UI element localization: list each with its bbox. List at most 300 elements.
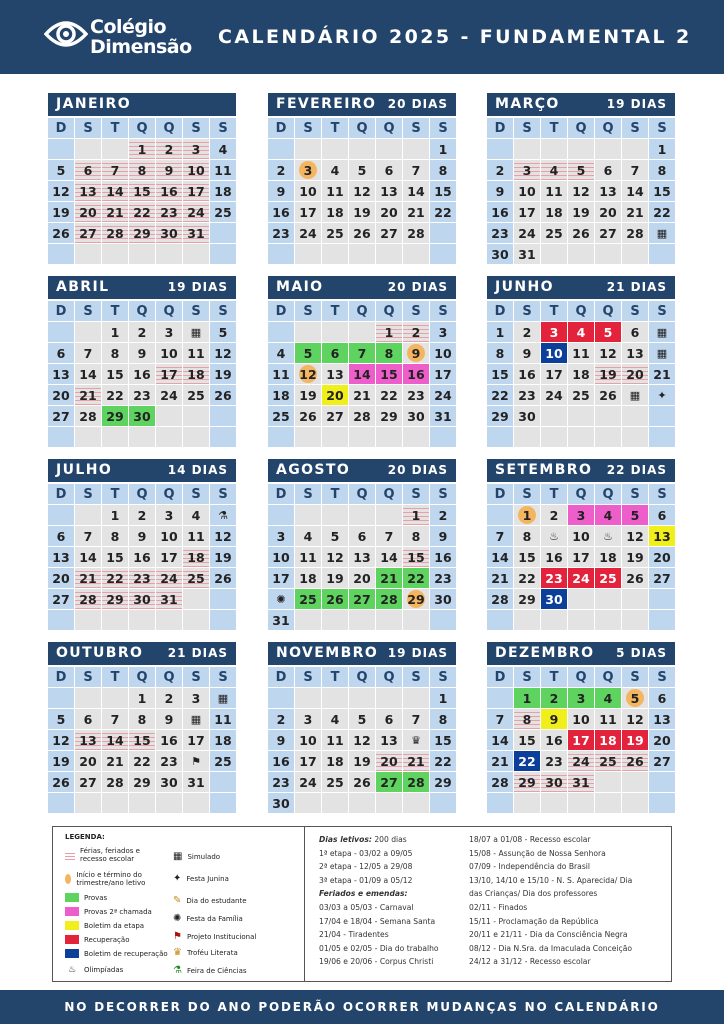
day-cell: 26 xyxy=(568,223,594,243)
empty-cell xyxy=(622,427,648,447)
month-header xyxy=(487,459,675,482)
trofeu-literata-icon: ♛ xyxy=(403,730,429,750)
day-cell: 8 xyxy=(102,526,128,546)
weekday-header: T xyxy=(322,484,348,504)
info-line: 07/09 - Independência do Brasil xyxy=(469,862,590,872)
day-cell: 26 xyxy=(210,568,236,588)
olimpiadas-icon: ♨ xyxy=(67,965,77,975)
legend-item-inicio xyxy=(65,871,163,887)
day-cell: 13 xyxy=(322,364,348,384)
day-cell: 22 xyxy=(129,751,155,771)
weekday-header: Q xyxy=(349,484,375,504)
day-cell: 1 xyxy=(102,505,128,525)
weekday-header: S xyxy=(430,484,456,504)
weekday-header: S xyxy=(210,484,236,504)
day-cell: 10 xyxy=(295,181,321,201)
weekday-header: S xyxy=(430,301,456,321)
day-cell: 1 xyxy=(430,688,456,708)
empty-cell xyxy=(568,139,594,159)
legend-item-simulado xyxy=(173,851,220,862)
day-number: 9 xyxy=(407,344,425,362)
empty-cell xyxy=(403,610,429,630)
month-school-days: 5 DIAS xyxy=(616,646,667,660)
simulado-icon: ▦ xyxy=(649,223,675,243)
day-cell: 21 xyxy=(649,364,675,384)
day-cell: 20 xyxy=(322,385,348,405)
day-cell: 31 xyxy=(268,610,294,630)
legend-item-olimpiadas xyxy=(65,965,123,975)
empty-cell xyxy=(75,244,101,264)
day-cell: 27 xyxy=(595,223,621,243)
day-cell: 9 xyxy=(268,181,294,201)
weekday-header: S xyxy=(514,118,540,138)
day-cell: 28 xyxy=(487,772,513,792)
empty-cell xyxy=(156,244,182,264)
day-cell: 20 xyxy=(622,364,648,384)
day-cell: 1 xyxy=(129,688,155,708)
day-cell: 30 xyxy=(487,244,513,264)
empty-cell xyxy=(183,589,209,609)
day-cell: 29 xyxy=(102,406,128,426)
empty-cell xyxy=(622,610,648,630)
day-cell: 20 xyxy=(376,202,402,222)
day-cell: 3 xyxy=(430,322,456,342)
info-line: 2ª etapa - 12/05 a 29/08 xyxy=(319,862,413,872)
empty-cell xyxy=(568,427,594,447)
empty-cell xyxy=(376,505,402,525)
day-cell: 27 xyxy=(48,589,74,609)
month-outubro xyxy=(48,642,236,805)
empty-cell xyxy=(649,610,675,630)
month-header xyxy=(48,459,236,482)
empty-cell xyxy=(295,688,321,708)
empty-cell xyxy=(430,427,456,447)
day-cell: 16 xyxy=(487,202,513,222)
day-cell: 5 xyxy=(595,322,621,342)
empty-cell xyxy=(268,244,294,264)
weekday-header: Q xyxy=(376,301,402,321)
day-cell: 8 xyxy=(129,160,155,180)
day-cell: 29 xyxy=(129,772,155,792)
day-cell: 22 xyxy=(430,751,456,771)
day-cell: 14 xyxy=(376,547,402,567)
weekday-header: D xyxy=(48,484,74,504)
day-cell: 14 xyxy=(75,364,101,384)
day-cell: 15 xyxy=(129,730,155,750)
day-cell: 18 xyxy=(210,181,236,201)
day-cell: 26 xyxy=(48,223,74,243)
day-cell: 9 xyxy=(430,526,456,546)
month-janeiro xyxy=(48,93,236,256)
empty-cell xyxy=(403,688,429,708)
day-cell: 12 xyxy=(622,526,648,546)
day-cell: 14 xyxy=(349,364,375,384)
day-cell: 4 xyxy=(541,160,567,180)
day-cell: 17 xyxy=(156,547,182,567)
empty-cell xyxy=(48,505,74,525)
empty-cell xyxy=(322,244,348,264)
month-school-days: 20 DIAS xyxy=(387,97,448,111)
day-cell: 6 xyxy=(48,526,74,546)
legend-label: Olimpíadas xyxy=(84,966,124,974)
day-cell: 23 xyxy=(129,568,155,588)
month-abril xyxy=(48,276,236,439)
projeto-institucional-icon: ⚑ xyxy=(183,751,209,771)
month-school-days: 22 DIAS xyxy=(606,463,667,477)
weekday-header: S xyxy=(210,667,236,687)
day-cell: 20 xyxy=(75,202,101,222)
empty-cell xyxy=(349,793,375,813)
day-cell: 8 xyxy=(649,160,675,180)
day-cell: 13 xyxy=(622,343,648,363)
weekday-header: D xyxy=(268,667,294,687)
empty-cell xyxy=(514,427,540,447)
recbol-swatch xyxy=(65,949,79,958)
empty-cell xyxy=(322,610,348,630)
empty-cell xyxy=(403,793,429,813)
day-cell: 6 xyxy=(376,709,402,729)
empty-cell xyxy=(595,139,621,159)
empty-cell xyxy=(430,244,456,264)
empty-cell xyxy=(487,427,513,447)
weekday-header: Q xyxy=(376,484,402,504)
day-cell: 9 xyxy=(129,526,155,546)
empty-cell xyxy=(349,505,375,525)
day-cell: 31 xyxy=(430,406,456,426)
day-cell: 3 xyxy=(183,688,209,708)
day-cell: 3 xyxy=(568,505,594,525)
day-cell: 2 xyxy=(129,322,155,342)
day-cell: 30 xyxy=(129,406,155,426)
day-cell: 30 xyxy=(129,589,155,609)
weekday-header: S xyxy=(183,484,209,504)
day-cell: 11 xyxy=(322,730,348,750)
info-line: 02/11 - Finados xyxy=(469,903,528,912)
empty-cell xyxy=(129,610,155,630)
empty-cell xyxy=(649,589,675,609)
weekday-header: S xyxy=(622,484,648,504)
empty-cell xyxy=(210,223,236,243)
month-julho xyxy=(48,459,236,622)
weekday-header: Q xyxy=(568,118,594,138)
month-school-days: 19 DIAS xyxy=(606,97,667,111)
day-cell: 25 xyxy=(568,385,594,405)
info-line: Dias letivos: 200 dias xyxy=(319,835,407,844)
empty-cell xyxy=(156,610,182,630)
day-cell: 16 xyxy=(268,202,294,222)
day-cell: 22 xyxy=(102,568,128,588)
day-cell: 20 xyxy=(649,547,675,567)
day-cell: 23 xyxy=(487,223,513,243)
info-line: 01/05 e 02/05 - Dia do trabalho xyxy=(319,943,439,953)
day-cell: 13 xyxy=(48,547,74,567)
empty-cell xyxy=(75,139,101,159)
empty-cell xyxy=(514,610,540,630)
day-cell: 18 xyxy=(183,547,209,567)
day-number: 5 xyxy=(626,689,644,707)
empty-cell xyxy=(430,793,456,813)
day-cell: 22 xyxy=(649,202,675,222)
empty-cell xyxy=(568,589,594,609)
day-cell: 20 xyxy=(48,568,74,588)
day-cell: 26 xyxy=(295,406,321,426)
day-cell: 30 xyxy=(514,406,540,426)
month-header xyxy=(268,642,456,665)
day-cell: 22 xyxy=(487,385,513,405)
day-cell: 17 xyxy=(541,364,567,384)
day-cell: 27 xyxy=(649,751,675,771)
info-line: 18/07 a 01/08 - Recesso escolar xyxy=(469,835,591,844)
weekday-header: D xyxy=(487,484,513,504)
day-cell: 7 xyxy=(102,160,128,180)
day-cell: 3 xyxy=(568,688,594,708)
empty-cell xyxy=(295,322,321,342)
empty-cell xyxy=(541,427,567,447)
day-cell: 10 xyxy=(568,526,594,546)
empty-cell xyxy=(75,688,101,708)
empty-cell xyxy=(649,406,675,426)
day-cell: 28 xyxy=(622,223,648,243)
weekday-header: Q xyxy=(376,118,402,138)
day-cell: 27 xyxy=(48,406,74,426)
day-cell: 4 xyxy=(568,322,594,342)
empty-cell xyxy=(595,406,621,426)
empty-cell xyxy=(595,772,621,792)
weekday-header: S xyxy=(622,118,648,138)
info-line: 24/12 a 31/12 - Recesso escolar xyxy=(469,957,591,967)
empty-cell xyxy=(349,427,375,447)
month-school-days: 19 DIAS xyxy=(167,280,228,294)
day-cell: 5 xyxy=(349,709,375,729)
info-panel xyxy=(311,831,671,979)
month-header xyxy=(48,93,236,116)
empty-cell xyxy=(349,688,375,708)
empty-cell xyxy=(129,427,155,447)
weekday-header: Q xyxy=(595,667,621,687)
day-cell: 17 xyxy=(156,364,182,384)
empty-cell xyxy=(75,505,101,525)
weekday-header: Q xyxy=(349,118,375,138)
empty-cell xyxy=(210,772,236,792)
logo xyxy=(44,12,224,62)
month-novembro xyxy=(268,642,456,811)
empty-cell xyxy=(430,223,456,243)
empty-cell xyxy=(48,427,74,447)
day-cell: 17 xyxy=(568,730,594,750)
weekday-header: S xyxy=(622,667,648,687)
month-school-days: 21 DIAS xyxy=(606,280,667,294)
info-line: das Crianças/ Dia dos professores xyxy=(469,889,598,899)
day-cell: 5 xyxy=(349,160,375,180)
month-name: OUTUBRO xyxy=(56,645,144,661)
day-cell: 19 xyxy=(622,547,648,567)
day-cell: 13 xyxy=(48,364,74,384)
recup-swatch xyxy=(65,935,79,944)
festa-junina-icon: ✦ xyxy=(649,385,675,405)
day-cell: 19 xyxy=(48,751,74,771)
weekday-header: S xyxy=(295,118,321,138)
empty-cell xyxy=(322,139,348,159)
day-cell: 12 xyxy=(595,343,621,363)
day-cell: 28 xyxy=(102,772,128,792)
day-cell: 11 xyxy=(541,181,567,201)
weekday-header: D xyxy=(268,484,294,504)
day-cell: 8 xyxy=(102,343,128,363)
weekday-header: Q xyxy=(129,667,155,687)
info-line: 17/04 e 18/04 - Semana Santa xyxy=(319,916,436,926)
month-name: MARÇO xyxy=(495,96,560,112)
day-cell: 1 xyxy=(430,139,456,159)
legend-label: Projeto Institucional xyxy=(186,932,257,941)
day-cell: 13 xyxy=(75,730,101,750)
day-cell: 18 xyxy=(295,568,321,588)
month-name: FEVEREIRO xyxy=(276,96,377,112)
feira-ciencias-icon: ⚗ xyxy=(210,505,236,525)
day-cell: 15 xyxy=(514,547,540,567)
header xyxy=(0,0,724,74)
empty-cell xyxy=(295,505,321,525)
month-maio xyxy=(268,276,456,439)
legend-item-festa-junina xyxy=(173,873,229,884)
day-cell: 7 xyxy=(487,526,513,546)
legend-item-festa-familia xyxy=(173,913,243,924)
day-cell: 10 xyxy=(430,343,456,363)
weekday-header: Q xyxy=(129,118,155,138)
day-cell: 4 xyxy=(268,343,294,363)
day-number: 29 xyxy=(407,591,425,607)
day-number: 1 xyxy=(518,506,536,524)
day-cell: 9 xyxy=(129,343,155,363)
legend-label: Provas 2ª chamada xyxy=(84,907,152,916)
day-cell: 20 xyxy=(75,751,101,771)
empty-cell xyxy=(102,793,128,813)
day-cell: 13 xyxy=(376,730,402,750)
day-cell: 30 xyxy=(156,223,182,243)
day-cell: 28 xyxy=(75,406,101,426)
day-cell: 2 xyxy=(487,160,513,180)
empty-cell xyxy=(349,610,375,630)
day-cell: 17 xyxy=(514,202,540,222)
day-cell: 24 xyxy=(295,223,321,243)
empty-cell xyxy=(541,610,567,630)
day-cell: 9 xyxy=(541,709,567,729)
footer-notice: NO DECORRER DO ANO PODERÃO OCORRER MUDANÇAS NO CALENDÁRIO xyxy=(0,990,724,1024)
day-cell: 22 xyxy=(514,751,540,771)
day-cell: 11 xyxy=(183,526,209,546)
empty-cell xyxy=(322,322,348,342)
weekday-header: S xyxy=(75,484,101,504)
empty-cell xyxy=(649,793,675,813)
empty-cell xyxy=(210,427,236,447)
day-cell: 9 xyxy=(487,181,513,201)
day-cell: 25 xyxy=(595,751,621,771)
day-cell: 11 xyxy=(210,709,236,729)
logo-line1: Colégio xyxy=(90,16,167,38)
day-cell: 3 xyxy=(156,322,182,342)
day-cell: 27 xyxy=(376,772,402,792)
month-name: AGOSTO xyxy=(276,462,351,478)
weekday-header: S xyxy=(649,118,675,138)
weekday-header: S xyxy=(403,667,429,687)
empty-cell xyxy=(541,139,567,159)
weekday-header: Q xyxy=(156,301,182,321)
day-cell: 2 xyxy=(403,322,429,342)
empty-cell xyxy=(376,610,402,630)
day-cell: 21 xyxy=(102,751,128,771)
day-cell: 4 xyxy=(595,505,621,525)
day-cell: 13 xyxy=(595,181,621,201)
day-cell: 14 xyxy=(487,730,513,750)
day-cell: 7 xyxy=(403,160,429,180)
eye-logo-icon xyxy=(44,16,88,52)
empty-cell xyxy=(268,688,294,708)
empty-cell xyxy=(102,139,128,159)
empty-cell xyxy=(568,610,594,630)
day-cell: 12 xyxy=(210,343,236,363)
empty-cell xyxy=(403,427,429,447)
empty-cell xyxy=(541,406,567,426)
info-line: 1ª etapa - 03/02 a 09/05 xyxy=(319,848,413,858)
day-cell xyxy=(295,364,321,384)
day-cell: 5 xyxy=(322,526,348,546)
weekday-header: Q xyxy=(595,301,621,321)
empty-cell xyxy=(649,427,675,447)
day-cell: 6 xyxy=(649,505,675,525)
day-cell: 5 xyxy=(48,709,74,729)
empty-cell xyxy=(430,610,456,630)
day-cell: 23 xyxy=(156,202,182,222)
weekday-header: S xyxy=(295,301,321,321)
weekday-header: S xyxy=(649,667,675,687)
day-cell: 6 xyxy=(649,688,675,708)
day-cell: 11 xyxy=(295,547,321,567)
day-cell: 13 xyxy=(349,547,375,567)
day-cell: 14 xyxy=(487,547,513,567)
day-cell: 31 xyxy=(514,244,540,264)
day-cell: 19 xyxy=(568,202,594,222)
day-cell: 2 xyxy=(129,505,155,525)
day-cell: 23 xyxy=(430,568,456,588)
info-line: 03/03 a 05/03 - Carnaval xyxy=(319,903,414,912)
month-junho xyxy=(487,276,675,439)
ferias-swatch xyxy=(65,851,75,860)
month-school-days: 20 DIAS xyxy=(387,280,448,294)
day-cell: 2 xyxy=(541,505,567,525)
simulado-icon: ▦ xyxy=(210,688,236,708)
trofeu-literata-icon: ♛ xyxy=(173,947,182,958)
day-cell: 17 xyxy=(183,730,209,750)
month-header xyxy=(268,93,456,116)
month-name: SETEMBRO xyxy=(495,462,593,478)
page-title: CALENDÁRIO 2025 - FUNDAMENTAL 2 xyxy=(218,26,692,48)
month-school-days: 21 DIAS xyxy=(167,646,228,660)
empty-cell xyxy=(376,688,402,708)
empty-cell xyxy=(102,688,128,708)
day-cell: 20 xyxy=(595,202,621,222)
day-cell: 1 xyxy=(102,322,128,342)
weekday-header: S xyxy=(75,118,101,138)
month-header xyxy=(487,276,675,299)
day-cell: 25 xyxy=(322,223,348,243)
day-cell: 14 xyxy=(75,547,101,567)
empty-cell xyxy=(102,244,128,264)
weekday-header: D xyxy=(487,667,513,687)
day-cell: 30 xyxy=(156,772,182,792)
day-cell: 23 xyxy=(268,772,294,792)
day-cell: 16 xyxy=(156,181,182,201)
month-name: NOVEMBRO xyxy=(276,645,379,661)
day-cell: 16 xyxy=(430,547,456,567)
